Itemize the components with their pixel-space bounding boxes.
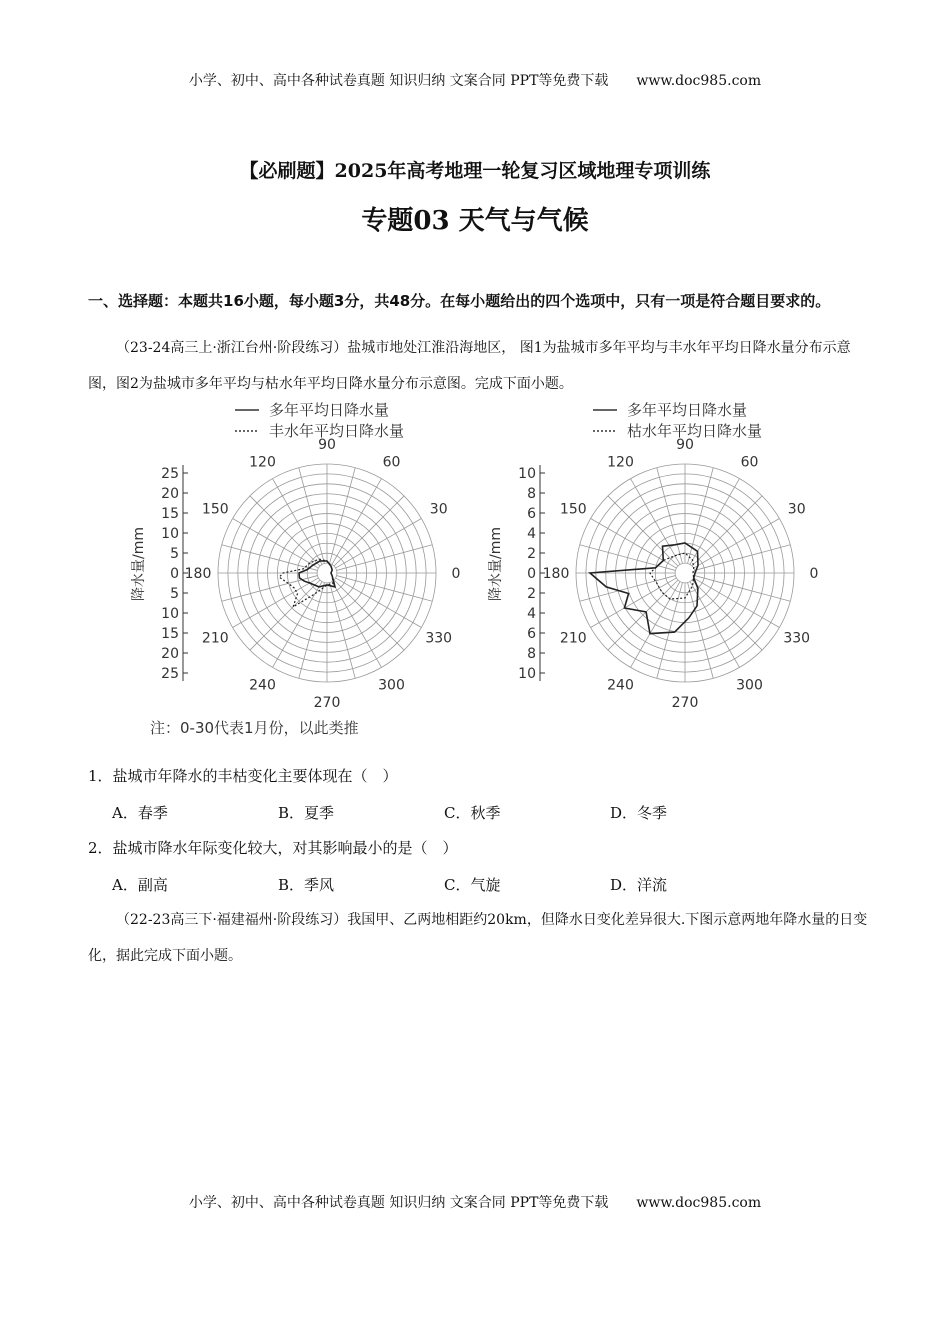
y-tick-label: 25 — [161, 666, 179, 682]
y-tick-label: 5 — [170, 586, 179, 602]
footer-text: 小学、初中、高中各种试卷真题 知识归纳 文案合同 PPT等免费下载 — [188, 1195, 609, 1211]
angle-label: 30 — [787, 501, 806, 518]
y-tick-label: 5 — [170, 546, 179, 562]
option-a[interactable]: A．副高 — [112, 876, 168, 894]
figure-note: 注：0-30代表1月份，以此类推 — [150, 719, 359, 737]
y-axis-label: 降水量/mm — [131, 527, 147, 601]
angle-label: 150 — [201, 501, 229, 518]
y-tick-label: 15 — [161, 506, 179, 522]
angle-label: 240 — [249, 677, 276, 694]
y-tick-label: 8 — [527, 646, 536, 662]
option-b[interactable]: B．夏季 — [278, 804, 335, 822]
header-link[interactable]: www.doc985.com — [636, 73, 762, 89]
angle-label: 90 — [676, 437, 694, 453]
page-footer — [0, 1192, 950, 1212]
angle-label: 270 — [313, 695, 341, 711]
question-1-options — [112, 802, 776, 823]
angle-label: 210 — [201, 630, 229, 647]
angle-label: 90 — [318, 437, 336, 453]
y-tick-label: 4 — [527, 606, 536, 622]
question-intro-1: （23-24高三上·浙江台州·阶段练习）盐城市地处江淮沿海地区， 图1为盐城市多年平均与丰水年平均日降水量分布示意图，图2为盐城市多年平均与枯水年平均日降水量分布示意图。完成下面小题。 — [88, 340, 851, 392]
y-tick-label: 0 — [170, 566, 179, 582]
y-tick-label: 8 — [527, 486, 536, 502]
series-line — [590, 543, 698, 634]
y-tick-label: 10 — [161, 606, 179, 622]
angle-label: 120 — [249, 454, 276, 471]
angle-label: 120 — [607, 454, 634, 471]
option-d[interactable]: D．洋流 — [610, 876, 668, 894]
header-text: 小学、初中、高中各种试卷真题 知识归纳 文案合同 PPT等免费下载 — [188, 73, 609, 89]
angle-label: 0 — [809, 566, 819, 582]
question-intro-2: （22-23高三下·福建福州·阶段练习）我国甲、乙两地相距约20km，但降水日变化差异很大.下图示意两地年降水量的日变化，据此完成下面小题。 — [88, 912, 868, 964]
y-tick-label: 25 — [161, 466, 179, 482]
angle-label: 180 — [542, 566, 570, 582]
y-tick-label: 20 — [161, 646, 179, 662]
angle-label: 0 — [451, 566, 461, 582]
angle-label: 60 — [382, 454, 401, 471]
footer-link[interactable]: www.doc985.com — [636, 1195, 762, 1211]
section-instructions: 一、选择题：本题共16小题，每小题3分，共48分。在每小题给出的四个选项中，只有一项是符合题目要求的。 — [88, 292, 831, 310]
option-c[interactable]: C．气旋 — [444, 876, 501, 894]
option-b[interactable]: B．季风 — [278, 876, 335, 894]
y-tick-label: 2 — [527, 586, 536, 602]
option-a[interactable]: A．春季 — [112, 804, 168, 822]
y-tick-label: 10 — [518, 466, 536, 482]
legend-label: 丰水年平均日降水量 — [269, 422, 405, 440]
legend-label: 枯水年平均日降水量 — [627, 422, 763, 440]
legend-label: 多年平均日降水量 — [269, 401, 390, 419]
grid-ring — [675, 563, 695, 583]
y-tick-label: 2 — [527, 546, 536, 562]
document-title: 【必刷题】2025年高考地理一轮复习区域地理专项训练 — [239, 160, 711, 182]
y-tick-label: 15 — [161, 626, 179, 642]
question-2-options — [112, 874, 776, 895]
y-tick-label: 6 — [527, 626, 536, 642]
angle-label: 330 — [425, 630, 453, 647]
document-subtitle: 专题03 天气与气候 — [361, 206, 589, 236]
angle-label: 180 — [184, 566, 212, 582]
angle-label: 240 — [607, 677, 634, 694]
angle-label: 30 — [429, 501, 448, 518]
question-1: 1．盐城市年降水的丰枯变化主要体现在（ ） — [88, 767, 398, 785]
option-d[interactable]: D．冬季 — [610, 804, 668, 822]
y-tick-label: 10 — [518, 666, 536, 682]
angle-label: 270 — [671, 695, 699, 711]
precipitation-polar-figure — [120, 398, 820, 743]
angle-label: 60 — [740, 454, 759, 471]
legend-label: 多年平均日降水量 — [627, 401, 748, 419]
y-tick-label: 10 — [161, 526, 179, 542]
y-tick-label: 4 — [527, 526, 536, 542]
question-2: 2．盐城市降水年际变化较大，对其影响最小的是（ ） — [88, 839, 458, 857]
angle-label: 150 — [559, 501, 587, 518]
option-c[interactable]: C．秋季 — [444, 804, 501, 822]
angle-label: 330 — [783, 630, 811, 647]
page-header — [0, 70, 950, 90]
y-tick-label: 0 — [527, 566, 536, 582]
y-tick-label: 6 — [527, 506, 536, 522]
angle-label: 300 — [736, 677, 763, 694]
y-axis-label: 降水量/mm — [488, 527, 504, 601]
y-tick-label: 20 — [161, 486, 179, 502]
angle-label: 210 — [559, 630, 587, 647]
angle-label: 300 — [378, 677, 405, 694]
